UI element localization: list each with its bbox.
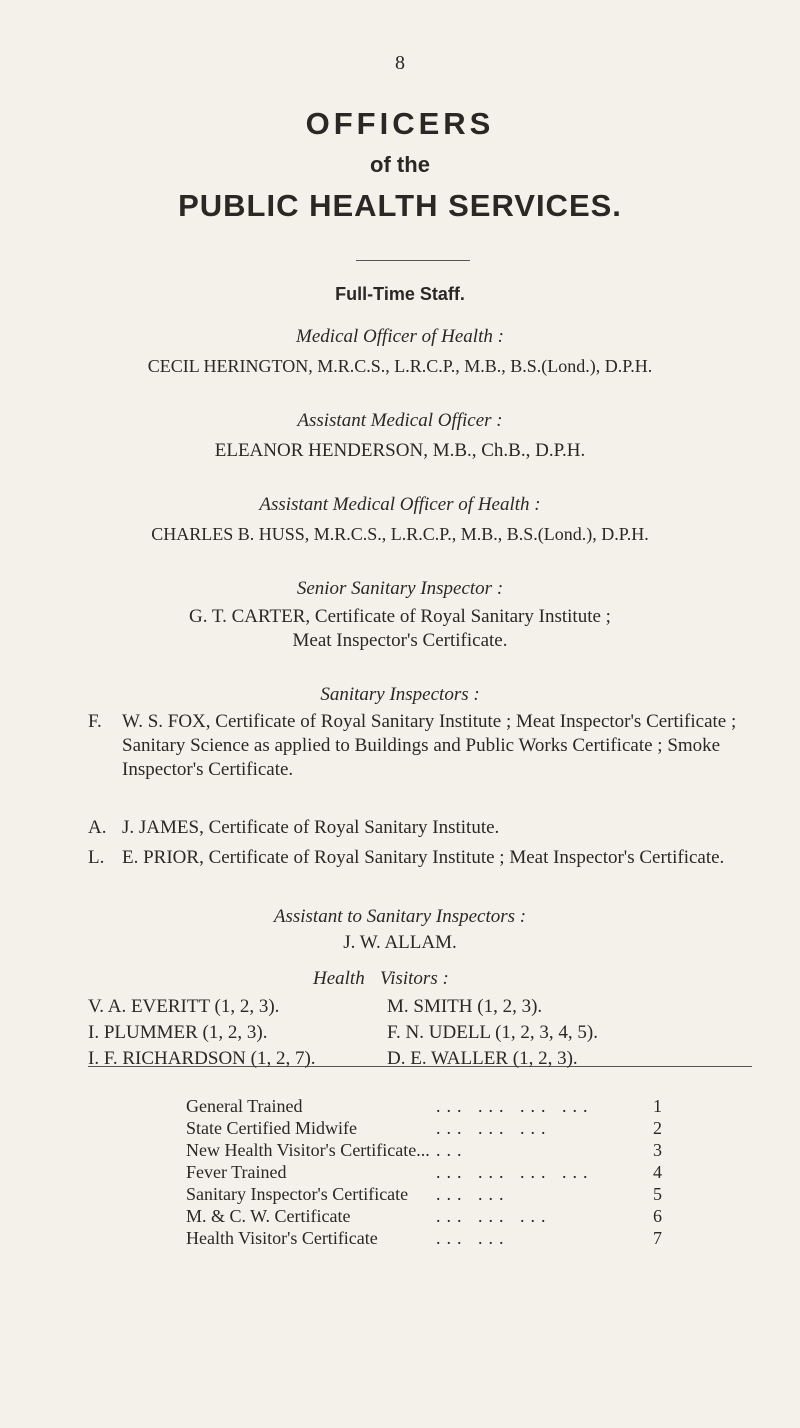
key-dots: ... ... ... ...	[436, 1162, 594, 1182]
page-number: 8	[395, 52, 405, 74]
key-label: M. & C. W. Certificate	[186, 1206, 351, 1226]
assistant-si-name: J. W. ALLAM.	[343, 932, 457, 953]
senior-si-title: Senior Sanitary Inspector :	[296, 578, 504, 599]
hv-left-2: I. F. RICHARDSON (1, 2, 7).	[88, 1048, 316, 1069]
key-label: General Trained	[186, 1096, 303, 1116]
si-entry-prior	[88, 846, 768, 870]
si-entry-text: J. JAMES, Certificate of Royal Sanitary Institute.	[122, 817, 500, 838]
heading-officers: OFFICERS	[305, 106, 495, 141]
si-entry-fox	[88, 710, 768, 782]
hv-left-0: V. A. EVERITT (1, 2, 3).	[88, 996, 280, 1017]
short-divider	[356, 260, 470, 261]
heading-of-the: of the	[370, 152, 430, 177]
heading-public-health-services: PUBLIC HEALTH SERVICES.	[178, 188, 622, 223]
si-entry-text: W. S. FOX, Certificate of Royal Sanitary Institute ; Meat Inspector's Certificate ; Sanitary Science as applied to Buildings and Public Works Certificate ; Smoke Inspector's Certificate.	[122, 711, 737, 780]
si-entry-initial: F.	[88, 711, 102, 732]
key-number: 7	[653, 1228, 662, 1248]
si-entry-initial: A.	[88, 817, 107, 838]
hv-left-1: I. PLUMMER (1, 2, 3).	[88, 1022, 268, 1043]
si-entry-text: E. PRIOR, Certificate of Royal Sanitary Institute ; Meat Inspector's Certificate.	[122, 847, 725, 868]
amoh-name: CHARLES B. HUSS, M.R.C.S., L.R.C.P., M.B., B.S.(Lond.), D.P.H.	[151, 524, 649, 544]
key-number: 4	[653, 1162, 662, 1182]
hv-right-1: F. N. UDELL (1, 2, 3, 4, 5).	[387, 1022, 598, 1043]
key-dots: ... ... ...	[436, 1206, 552, 1226]
section-title: Full-Time Staff.	[335, 284, 465, 304]
senior-si-line1: G. T. CARTER, Certificate of Royal Sanitary Institute ;	[189, 606, 611, 627]
key-number: 3	[653, 1140, 662, 1160]
key-dots: ...	[436, 1140, 468, 1160]
key-label: State Certified Midwife	[186, 1118, 357, 1138]
hv-right-2: D. E. WALLER (1, 2, 3).	[387, 1048, 578, 1069]
key-number: 6	[653, 1206, 662, 1226]
hv-title-left: Health	[313, 968, 365, 989]
moh-name: CECIL HERINGTON, M.R.C.S., L.R.C.P., M.B., B.S.(Lond.), D.P.H.	[147, 356, 653, 376]
si-entry-initial: L.	[88, 847, 105, 868]
hv-right-0: M. SMITH (1, 2, 3).	[387, 996, 543, 1017]
key-label: Sanitary Inspector's Certificate	[186, 1184, 409, 1204]
key-label: New Health Visitor's Certificate...	[186, 1140, 430, 1160]
key-label: Fever Trained	[186, 1162, 287, 1182]
key-dots: ... ...	[436, 1184, 510, 1204]
key-dots: ... ... ...	[436, 1118, 552, 1138]
key-label: Health Visitor's Certificate	[186, 1228, 378, 1248]
moh-title: Medical Officer of Health :	[296, 326, 504, 347]
key-number: 5	[653, 1184, 662, 1204]
amo-name: ELEANOR HENDERSON, M.B., Ch.B., D.P.H.	[214, 440, 586, 461]
key-number: 1	[653, 1096, 662, 1116]
si-title: Sanitary Inspectors :	[320, 684, 480, 705]
key-dots: ... ... ... ...	[436, 1096, 594, 1116]
si-entry-james	[88, 816, 768, 840]
amo-title: Assistant Medical Officer :	[297, 410, 503, 431]
hv-title-right: Visitors :	[380, 968, 449, 989]
key-number: 2	[653, 1118, 662, 1138]
assistant-si-title: Assistant to Sanitary Inspectors :	[273, 906, 527, 927]
key-dots: ... ...	[436, 1228, 510, 1248]
senior-si-line2: Meat Inspector's Certificate.	[292, 630, 508, 651]
amoh-title: Assistant Medical Officer of Health :	[259, 494, 541, 515]
